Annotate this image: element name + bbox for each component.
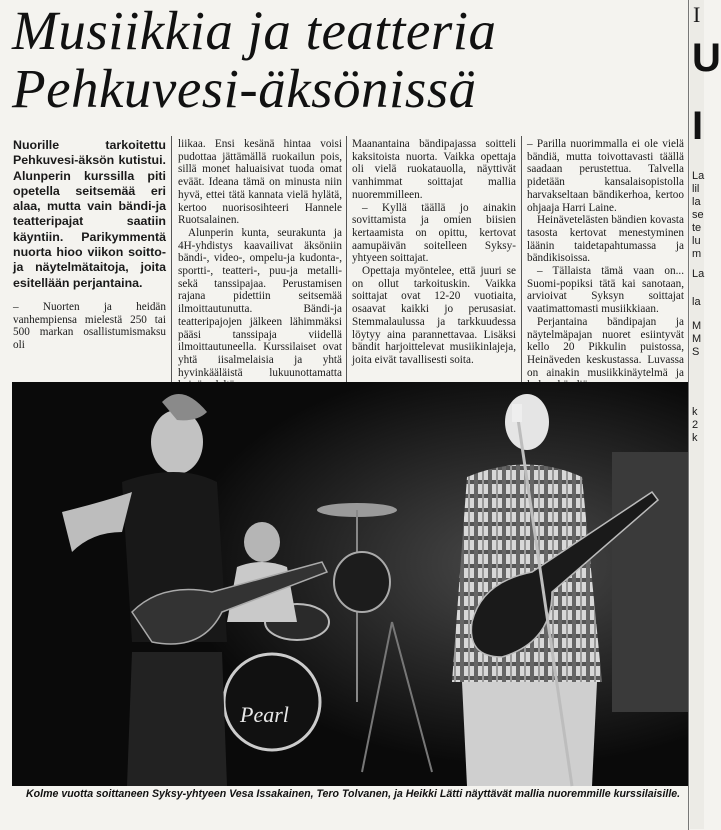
paragraph: Opettaja myöntelee, että juuri se on ollut tarkoituskin. Vaikka soittajat ovat 12-20 vuotiaita, osaavat kaikki jo perusasiat. Stemmalaulussa ja tarkkuudessa löytyy aina parannettavaa. Lisäksi bändit harjoittelevat musiikinlajeja, joita eivät tavallisesti soita.	[352, 265, 516, 366]
edge-text: La	[692, 268, 705, 280]
band-photo	[12, 382, 688, 786]
paragraph: Heinävetelästen bändien kovasta tasosta kertovat menestyminen läänin taidetapahtumassa ja bändikisoissa.	[527, 214, 684, 265]
article-column-4	[527, 138, 684, 392]
edge-big-letter: U	[692, 36, 721, 80]
edge-text: m	[692, 248, 702, 260]
paragraph: – Parilla nuorimmalla ei ole vielä bändiä, mutta toivottavasti täällä saadaan perustettua. Talvella pidetään kansalaisopistolla harvakseltaan bändikerhoa, kertoo ohjaaja Harri Laine.	[527, 138, 684, 214]
lead-paragraph: Nuorille tarkoitettu Pehkuvesi-äksön kutistui. Alunperin kurssilla piti opetella seitsemää eri alaa, mutta vain bändi-ja teatteripajat saatiin käyntiin. Parikymmentä nuorta hioo viikon soitto-ja näytelmätaitoja, joita esitellään perjantaina.	[13, 138, 166, 290]
headline-line-2: Pehkuvesi-äksönissä	[12, 58, 477, 119]
photo-caption: Kolme vuotta soittaneen Syksy-yhtyeen Vesa Issakainen, Tero Tolvanen, ja Heikki Lätti näyttävät mallia nuoremmille kurssilaisille.	[26, 788, 681, 800]
edge-text: se	[692, 209, 704, 221]
headline	[12, 2, 672, 118]
edge-text: la	[692, 196, 701, 208]
amplifier-cabinet	[612, 452, 688, 712]
edge-text: k	[692, 406, 698, 418]
article-column-1	[13, 138, 166, 352]
column-divider	[346, 136, 347, 382]
paragraph: – Nuorten ja heidän vanhempiensa mielestä 250 tai 500 markan osallistumismaksu oli	[13, 300, 166, 352]
drum-brand-label: Pearl	[240, 702, 289, 727]
edge-text: k	[692, 432, 698, 444]
edge-text: M	[692, 320, 702, 332]
column-divider	[521, 136, 522, 382]
edge-text: la	[692, 296, 701, 308]
edge-big-letter: I	[692, 104, 704, 148]
edge-text: lil	[692, 183, 700, 195]
edge-text: M	[692, 333, 702, 345]
adjacent-article-edge	[690, 0, 721, 829]
paragraph: – Kyllä täällä jo ainakin sovittamista ja omien biisien kertaamista on opittu, kertovat aamupäivän soitelleen Syksy-yhtyeen soittajat.	[352, 201, 516, 265]
page-edge-rule	[688, 0, 689, 830]
edge-text: 2	[692, 419, 699, 431]
article-column-3	[352, 138, 516, 367]
edge-text: lu	[692, 235, 701, 247]
headline-line-1: Musiikkia ja teatteria	[12, 0, 497, 61]
paragraph: Maanantaina bändipajassa soitteli kaksitoista nuorta. Vaikka opettaja oli vielä ruokatauolla, näyttivät vanhimmat soittajat mallia nuoremmilleen.	[352, 138, 516, 201]
edge-letter: I	[693, 2, 701, 27]
edge-text: S	[692, 346, 700, 358]
article-column-2	[178, 138, 342, 392]
paragraph: – Tällaista tämä vaan on... Suomi-popiksi tätä kai sanotaan, arvioivat Syksyn soittajat vaatimattomasti musiikkiaan.	[527, 265, 684, 316]
paragraph: Alunperin kunta, seurakunta ja 4H-yhdistys kaavailivat äksöniin bändi-, video-, ompelu-ja kudonta-, sportti-, teatteri-, puu-ja metalli-sekä tanssipajaa. Perustamisen rajana pidettiin seitsemää ilmoittautunutta. Bändi-ja teatteripajojen jälkeen lähimmäksi pääsi tanssipaja viidellä ilmoittautuneella. Kurssilaiset ovat yhtä iisalmelaisia ja yhtä hyvinkääläistä lukuunottamatta	[178, 226, 342, 379]
band-photo-illustration	[12, 382, 688, 786]
edge-text: te	[692, 222, 702, 234]
column-divider	[171, 136, 172, 382]
paragraph: Perjantaina bändipajan ja näytelmäpajan nuoret esiintyvät kello 20 Pikkulin puistossa, Heinäveden keskustassa. Luvassa on ainakin musiikkinäytelmä ja	[527, 315, 684, 379]
paragraph: liikaa. Ensi kesänä hintaa voisi pudottaa jättämällä ruokailun pois, sillä monet haluaisivat tuoda omat eväät. Ideana tämä on minusta niin hyvä, ettei tätä kannata vielä hylätä, kertoo nuorisosihteeri Hannele Ruotsalainen.	[178, 138, 342, 227]
edge-text: La	[692, 170, 705, 182]
